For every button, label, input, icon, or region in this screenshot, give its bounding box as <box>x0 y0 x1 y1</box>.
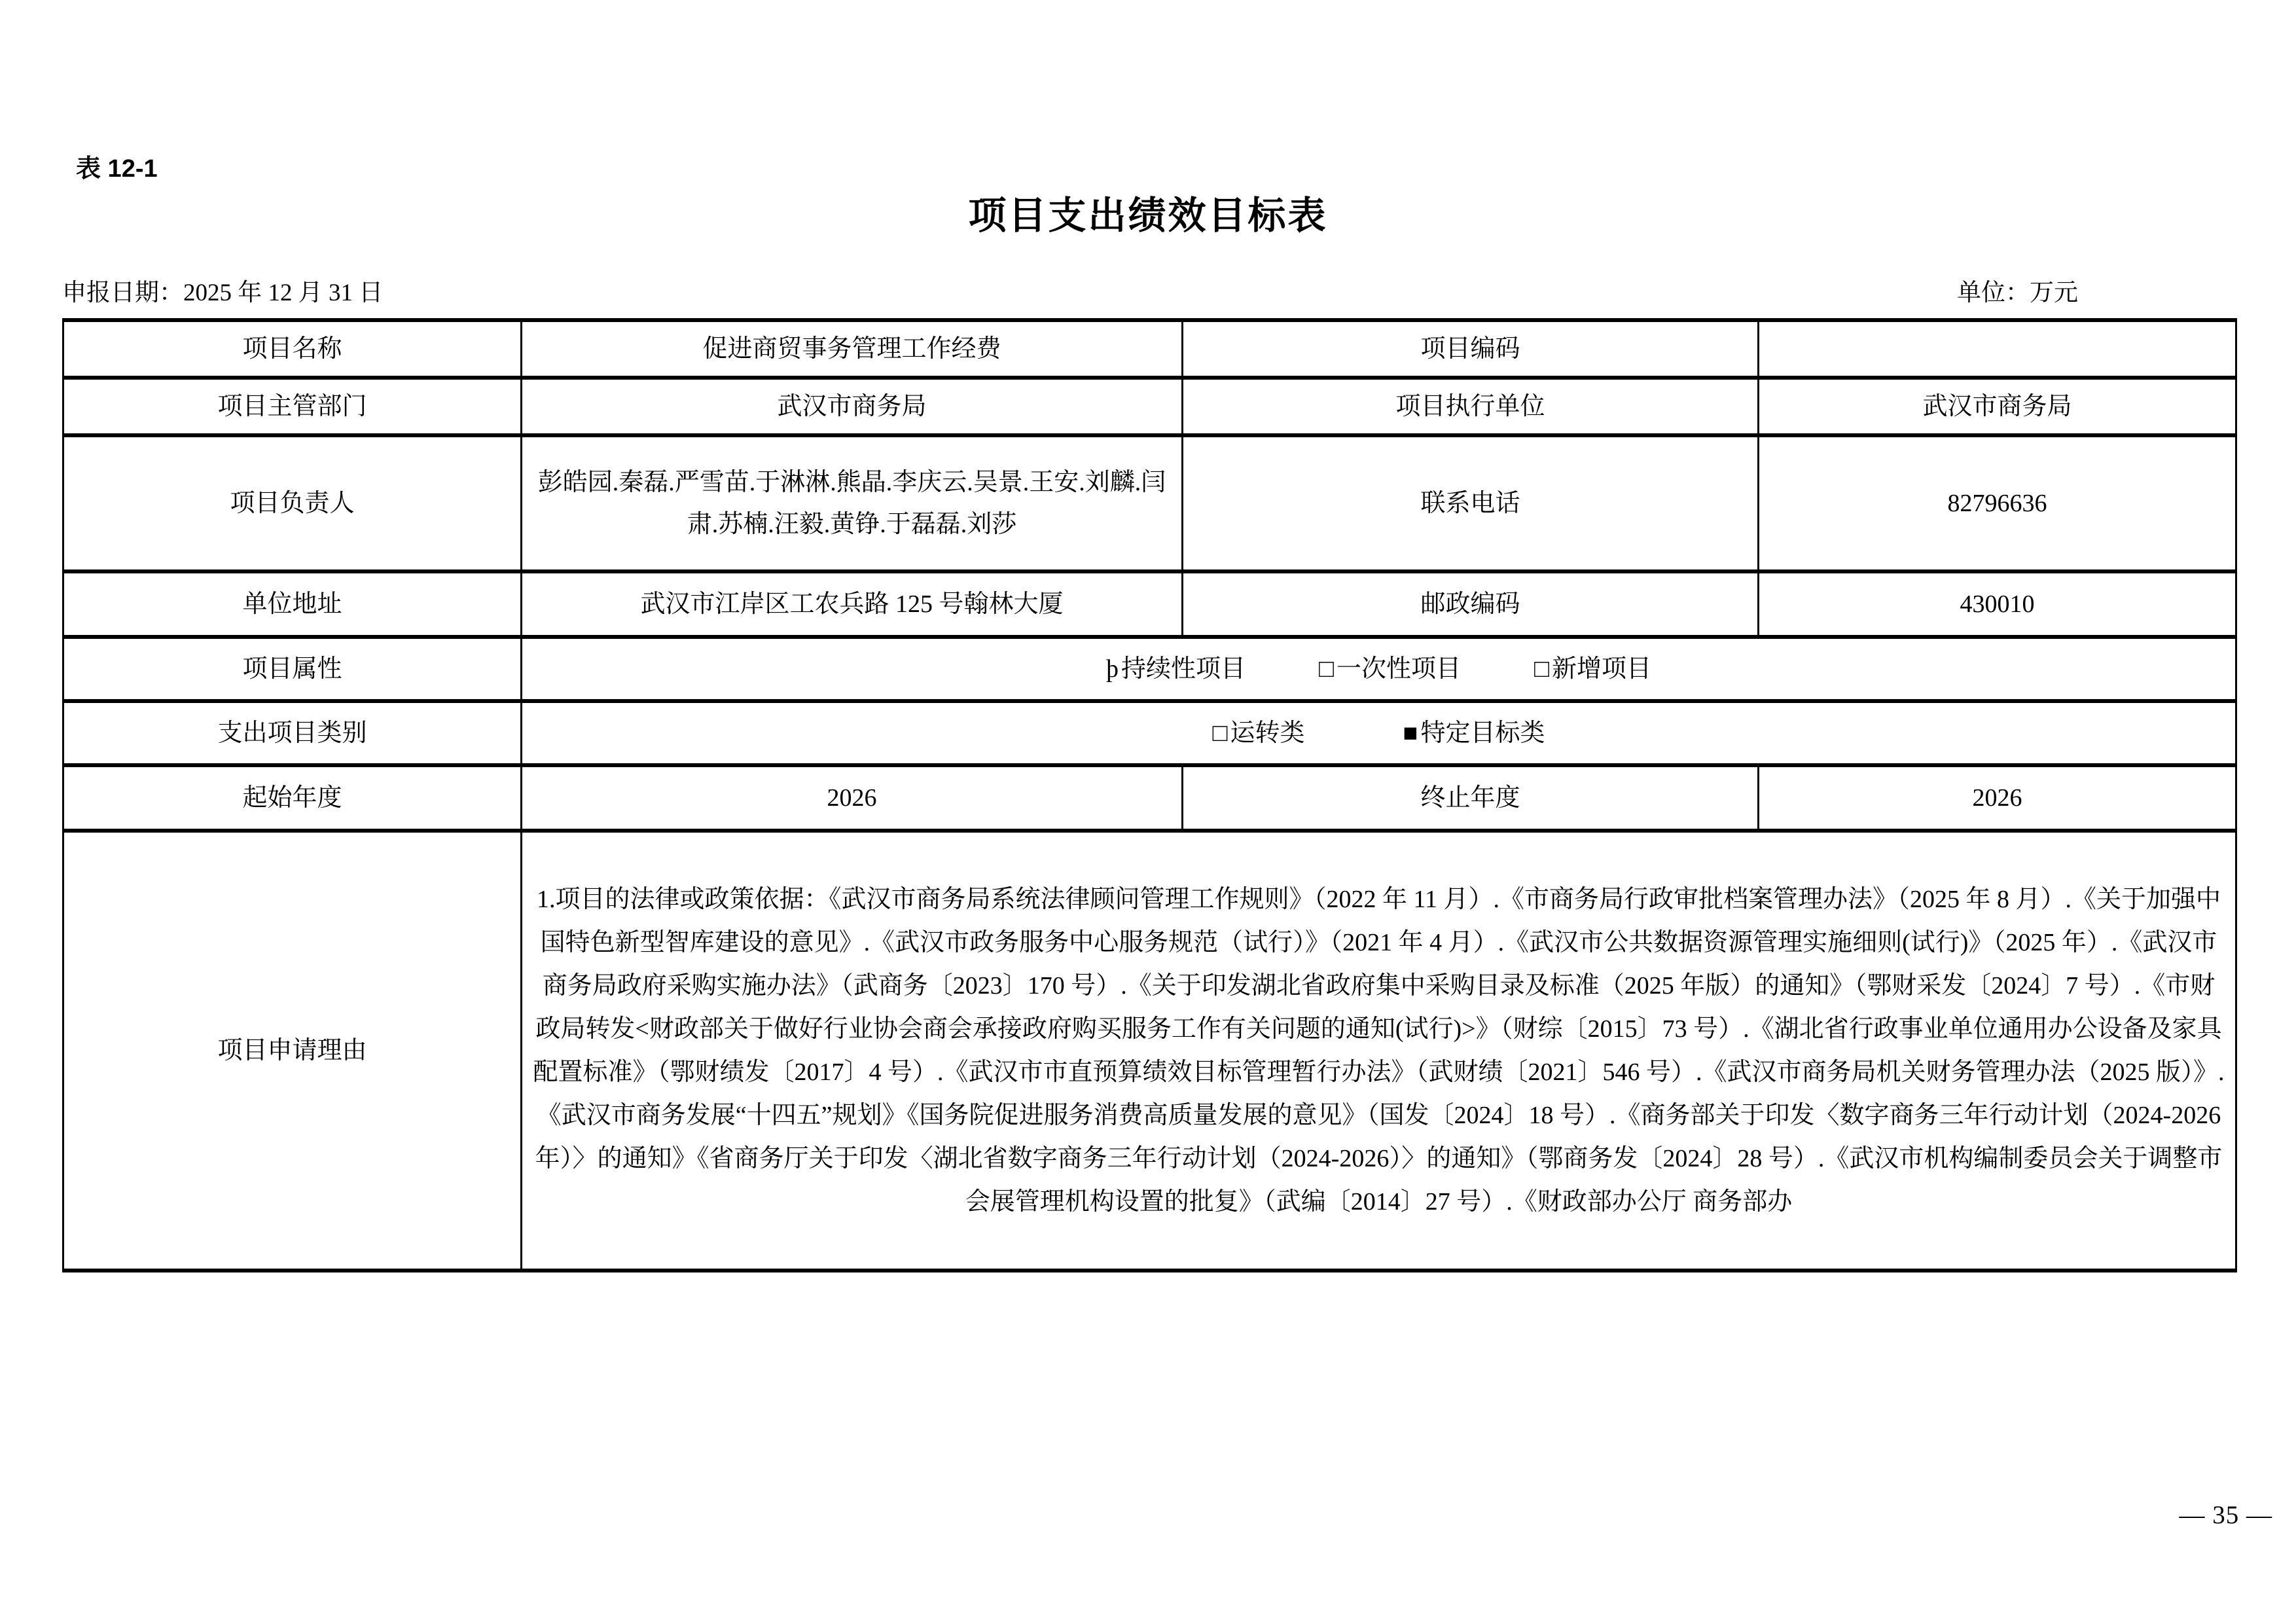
table-row <box>63 637 2236 701</box>
checked-box-icon: þ <box>1106 655 1119 683</box>
page-number: — 35 — <box>2179 1501 2272 1529</box>
form-number-label: 表 12-1 <box>76 155 158 183</box>
project-info-table <box>62 318 2237 1272</box>
project-code-label: 项目编码 <box>1183 320 1759 378</box>
start-year-value: 2026 <box>522 765 1183 831</box>
postal-code-label: 邮政编码 <box>1183 571 1759 637</box>
project-attribute-label: 项目属性 <box>63 637 522 701</box>
unchecked-box-icon: □ <box>1212 719 1228 747</box>
option-new-project <box>1534 647 1651 691</box>
contact-phone-label: 联系电话 <box>1183 435 1759 571</box>
option-label: 运转类 <box>1230 719 1305 747</box>
supervisor-dept-value: 武汉市商务局 <box>522 378 1183 435</box>
executing-unit-value: 武汉市商务局 <box>1759 378 2236 435</box>
unit-address-label: 单位地址 <box>63 571 522 637</box>
declare-date: 申报日期：2025 年 12 月 31 日 <box>62 280 384 306</box>
filled-box-icon: ■ <box>1403 719 1418 747</box>
table-row <box>63 831 2236 1271</box>
option-label: 持续性项目 <box>1121 655 1246 683</box>
unit-address-value: 武汉市江岸区工农兵路 125 号翰林大厦 <box>522 571 1183 637</box>
project-name-value: 促进商贸事务管理工作经费 <box>522 320 1183 378</box>
meta-row <box>62 272 2235 308</box>
option-label: 特定目标类 <box>1420 719 1545 747</box>
table-row <box>63 320 2236 378</box>
end-year-label: 终止年度 <box>1183 765 1759 831</box>
project-leader-label: 项目负责人 <box>63 435 522 571</box>
project-attribute-options <box>522 637 2236 701</box>
option-one-time-project <box>1319 647 1461 691</box>
table-row <box>63 701 2236 765</box>
option-label: 新增项目 <box>1551 655 1651 683</box>
unchecked-box-icon: □ <box>1534 655 1549 683</box>
application-reason-text: 1.项目的法律或政策依据：《武汉市商务局系统法律顾问管理工作规则》（2022 年 11 月）.《市商务局行政审批档案管理办法》（2025 年 8 月）.《关于加强中国特色新型智库建设的意见》.《武汉市政务服务中心服务规范（试行）》（2021 年 4 月）.《武汉市公共数据资源管理实施细则(试行)》（2025 年）.《武汉市商务局政府采购实施办法》（武商务〔2023〕170 号）.《关于印发湖北省政府集中采购目录及标准（2025 年版）的通知》（鄂财采发〔2024〕7 号）.《市财政局转发<财政部关于做好行业协会商会承接政府购买服务工作有关问题的通知(试行)>》（财综〔2015〕73 号）.《湖北省行政事业单位通用办公设备及家具配置标准》（鄂财绩发〔2017〕4 号）.《武汉市市直预算绩效目标管理暂行办法》（武财绩〔2021〕546 号）.《武汉市商务局机关财务管理办法（2025 版）》.《武汉市商务发展“十四五”规划》《国务院促进服务消费高质量发展的意见》（国发〔2024〕18 号）.《商务部关于印发〈数字商务三年行动计划（2024-2026 年）〉的通知》《省商务厅关于印发〈湖北省数字商务三年行动计划（2024-2026）〉的通知》（鄂商务发〔2024〕28 号）.《武汉市机构编制委员会关于调整市会展管理机构设置的批复》（武编〔2014〕27 号）.《财政部办公厅 商务部办 <box>522 831 2236 1271</box>
option-label: 一次性项目 <box>1336 655 1461 683</box>
expense-category-label: 支出项目类别 <box>63 701 522 765</box>
project-leader-value: 彭皓园.秦磊.严雪苗.于淋淋.熊晶.李庆云.吴景.王安.刘麟.闫肃.苏楠.汪毅.黄铮.于磊磊.刘莎 <box>522 435 1183 571</box>
unchecked-box-icon: □ <box>1319 655 1334 683</box>
page-title: 项目支出绩效目标表 <box>968 194 1328 237</box>
executing-unit-label: 项目执行单位 <box>1183 378 1759 435</box>
option-sustained-project <box>1106 647 1246 691</box>
table-row <box>63 435 2236 571</box>
option-specific-goal <box>1403 712 1545 755</box>
option-operational <box>1213 712 1305 755</box>
application-reason-label: 项目申请理由 <box>63 831 522 1271</box>
unit-label: 单位：万元 <box>1957 280 2078 306</box>
table-row <box>63 571 2236 637</box>
contact-phone-value: 82796636 <box>1759 435 2236 571</box>
end-year-value: 2026 <box>1759 765 2236 831</box>
start-year-label: 起始年度 <box>63 765 522 831</box>
postal-code-value: 430010 <box>1759 571 2236 637</box>
supervisor-dept-label: 项目主管部门 <box>63 378 522 435</box>
table-row <box>63 378 2236 435</box>
project-name-label: 项目名称 <box>63 320 522 378</box>
expense-category-options <box>522 701 2236 765</box>
project-code-value <box>1759 320 2236 378</box>
table-row <box>63 765 2236 831</box>
